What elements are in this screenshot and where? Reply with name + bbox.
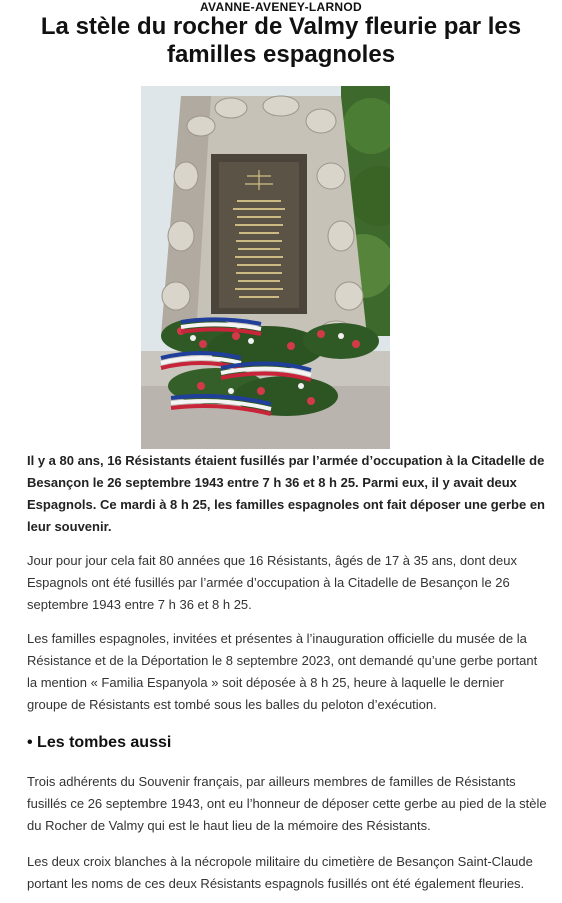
article-paragraph: Jour pour jour cela fait 80 années que 16 Résistants, âgés de 17 à 35 ans, dont deux Espagnols ont été fusillés par l’armée d’occupation à la Citadelle de Besançon le 26 septembre 1943 entre 7 h 36 et 8 h 25. — [27, 553, 518, 612]
section-subheading: • Les tombes aussi — [27, 734, 172, 751]
article-photo — [141, 86, 390, 449]
article-lead: Il y a 80 ans, 16 Résistants étaient fusillés par l’armée d’occupation à la Citadelle de Besançon le 26 septembre 1943 entre 7 h 36 et 8 h 25. Parmi eux, il y avait deux Espagnols. Ce mardi à 8 h 25, les familles espagnoles ont fait déposer une gerbe en leur souvenir. — [27, 453, 545, 534]
article-paragraph: Trois adhérents du Souvenir français, par ailleurs membres de familles de Résistants fusillés ce 26 septembre 1943, ont eu l’honneur de déposer cette gerbe au pied de la stèle du Rocher de Valmy qui est le haut lieu de la mémoire des Résistants. — [27, 774, 547, 833]
article-kicker: AVANNE-AVENEY-LARNOD — [199, 0, 362, 14]
memorial-stele-photo — [141, 86, 390, 449]
article-paragraph: Les deux croix blanches à la nécropole militaire du cimetière de Besançon Saint-Claude portant les noms de ces deux Résistants espagnols fusillés ont été également fleuries. — [27, 854, 533, 891]
article-title: La stèle du rocher de Valmy fleurie par les familles espagnoles — [40, 13, 522, 68]
article-paragraph: Les familles espagnoles, invitées et présentes à l’inauguration officielle du musée de la Résistance et de la Déportation le 8 septembre 2023, ont demandé qu’une gerbe portant la mention « Familia Espanyola » soit déposée à 8 h 25, heure à laquelle le dernier groupe de Résistants est tombé sous les balles du peloton d’exécution. — [27, 631, 538, 712]
